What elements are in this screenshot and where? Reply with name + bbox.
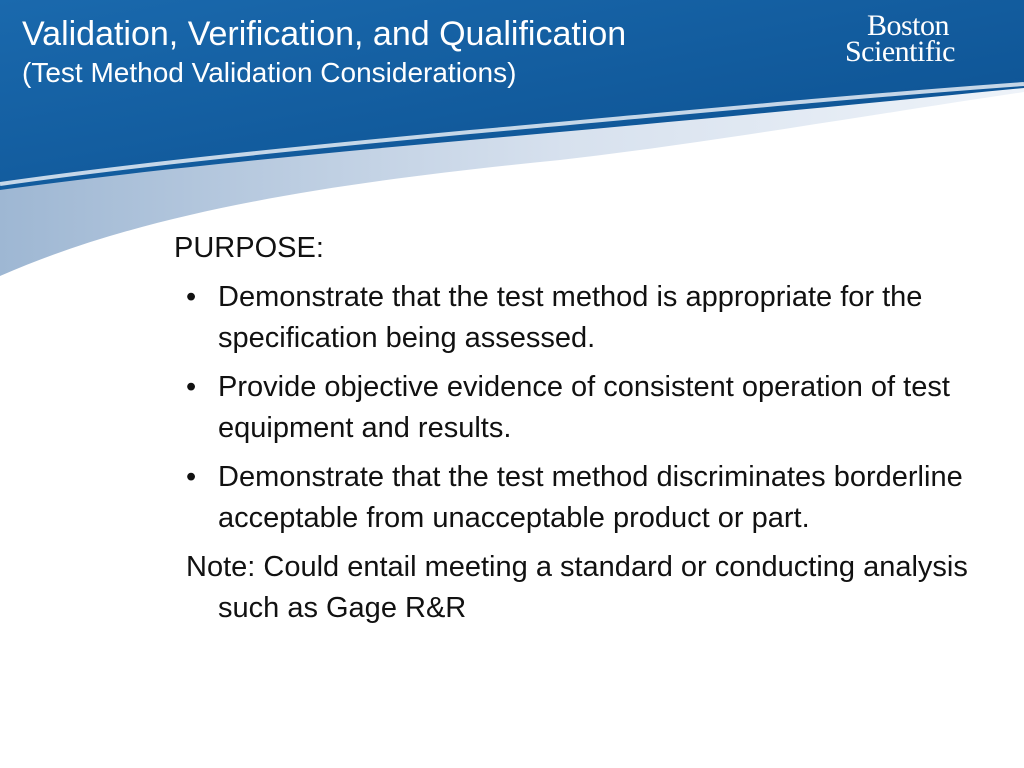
bullet-list: [174, 277, 1004, 539]
bullet-icon: •: [186, 461, 197, 493]
bullet-text: Demonstrate that the test method discriminates borderline acceptable from unacceptable product or part.: [218, 461, 963, 534]
bullet-item: [174, 367, 1004, 449]
logo-line-scientific: Scientific: [845, 35, 955, 68]
bullet-text: Demonstrate that the test method is appropriate for the specification being assessed.: [218, 281, 923, 354]
boston-scientific-logo: [845, 8, 1005, 72]
slide-title: Validation, Verification, and Qualification: [22, 15, 627, 53]
slide-body: [174, 228, 1004, 629]
bullet-item: [174, 457, 1004, 539]
logo-line-boston: Boston: [867, 9, 950, 42]
purpose-heading: PURPOSE:: [174, 232, 324, 264]
slide-subtitle: (Test Method Validation Considerations): [22, 57, 517, 88]
bullet-item: [174, 277, 1004, 359]
bullet-icon: •: [186, 371, 197, 403]
bullet-icon: •: [186, 281, 197, 313]
note-text: Note: Could entail meeting a standard or conducting analysis such as Gage R&R: [186, 551, 968, 624]
bullet-text: Provide objective evidence of consistent operation of test equipment and results.: [218, 371, 950, 444]
